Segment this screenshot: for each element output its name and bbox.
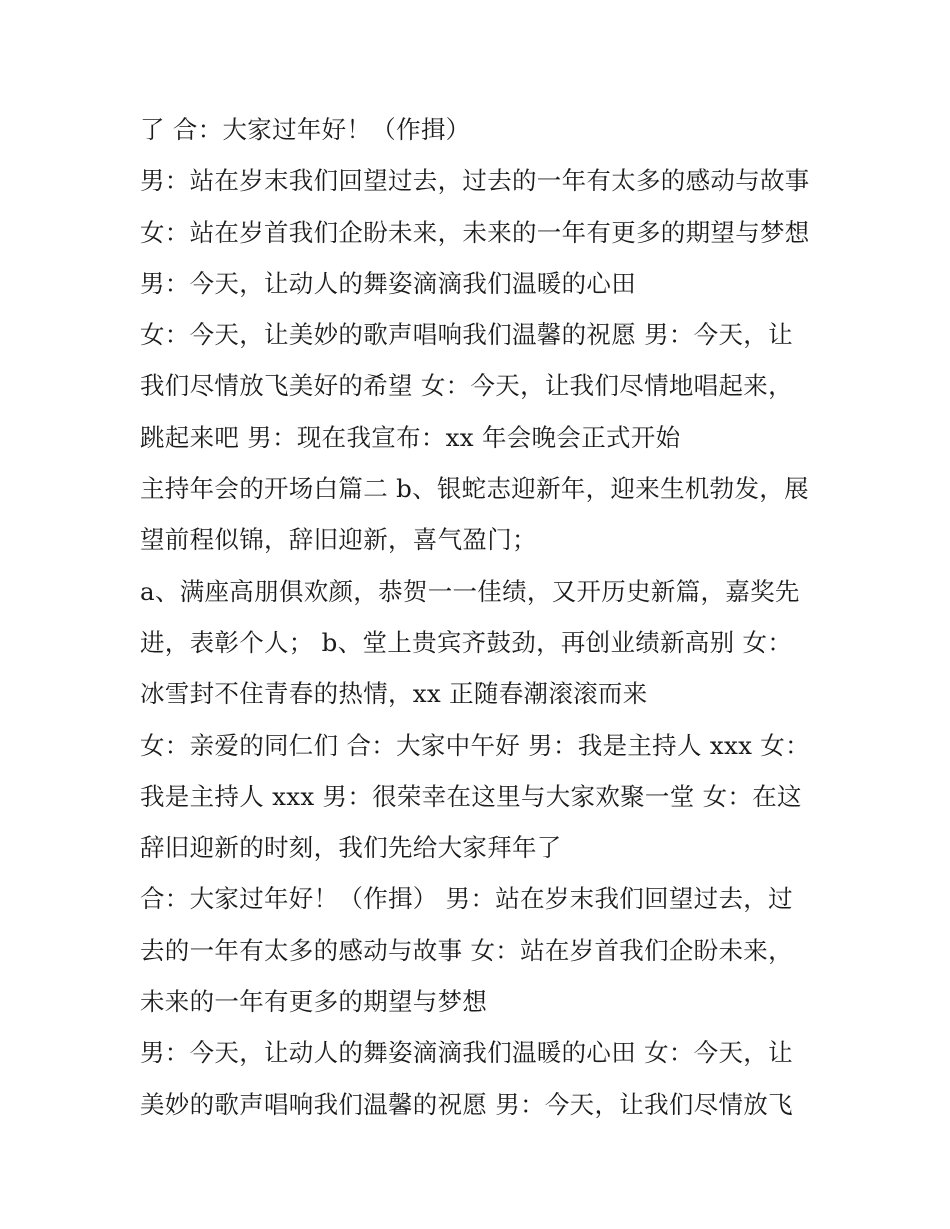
text-line: 男：站在岁末我们回望过去，过去的一年有太多的感动与故事 [140, 166, 810, 196]
text-line: 美妙的歌声唱响我们温馨的祝愿 男：今天，让我们尽情放飞 [140, 1089, 793, 1119]
text-line: 进，表彰个人； b、堂上贵宾齐鼓劲，再创业绩新高别 女： [140, 627, 793, 657]
text-line: 主持年会的开场白篇二 b、银蛇志迎新年，迎来生机勃发，展 [140, 474, 809, 504]
text-line: 女：亲爱的同仁们 合：大家中午好 男：我是主持人 xxx 女： [140, 730, 810, 760]
document-body [140, 110, 840, 1136]
text-line: 去的一年有太多的感动与故事 女：站在岁首我们企盼未来， [140, 935, 793, 965]
text-line: 望前程似锦，辞旧迎新，喜气盈门； [140, 525, 537, 555]
text-line: 了 合：大家过年好！（作揖） [140, 115, 471, 144]
text-line: a、满座高朋俱欢颜，恭贺一一佳绩，又开历史新篇，嘉奖先 [140, 576, 800, 606]
text-line: 未来的一年有更多的期望与梦想 [140, 987, 488, 1017]
text-line: 我是主持人 xxx 男：很荣幸在这里与大家欢聚一堂 女：在这 [140, 781, 802, 811]
text-line: 合：大家过年好！（作揖） 男：站在岁末我们回望过去，过 [140, 884, 793, 914]
text-line: 男：今天，让动人的舞姿滴滴我们温暖的心田 [140, 268, 636, 298]
text-line: 我们尽情放飞美好的希望 女：今天，让我们尽情地唱起来， [140, 371, 793, 401]
text-line: 女：今天，让美妙的歌声唱响我们温馨的祝愿 男：今天，让 [140, 320, 793, 350]
text-line: 男：今天，让动人的舞姿滴滴我们温暖的心田 女：今天，让 [140, 1038, 793, 1068]
text-line: 跳起来吧 男：现在我宣布：xx 年会晚会正式开始 [140, 422, 681, 452]
text-line: 女：站在岁首我们企盼未来，未来的一年有更多的期望与梦想 [140, 217, 810, 247]
text-line: 冰雪封不住青春的热情，xx 正随春潮滚滚而来 [140, 679, 648, 709]
text-line: 辞旧迎新的时刻，我们先给大家拜年了 [140, 833, 562, 863]
